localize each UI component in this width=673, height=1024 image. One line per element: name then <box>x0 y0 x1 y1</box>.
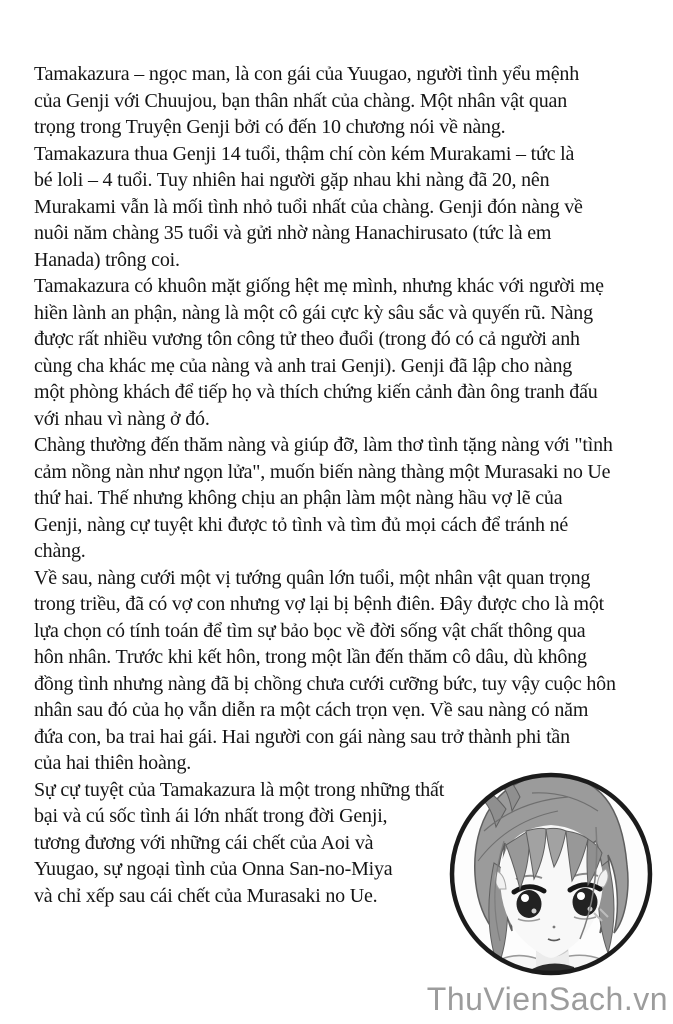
text-line: trọng trong Truyện Genji bởi có đến 10 chương nói về nàng. <box>34 116 506 138</box>
text-line: cảm nồng nàn như ngọn lửa", muốn biến nàng thàng một Murasaki no Ue <box>34 460 611 483</box>
text-line: đứa con, ba trai hai gái. Hai người con gái nàng sau trở thành phi tần <box>34 725 570 748</box>
text-line: Tamakazura thua Genji 14 tuổi, thậm chí còn kém Murakami – tức là <box>34 142 575 165</box>
text-line: của hai thiên hoàng. <box>34 752 192 774</box>
text-line: đồng tình nhưng nàng đã bị chồng chưa cưới cưỡng bức, tuy vậy cuộc hôn <box>34 672 616 695</box>
text-line: Tamakazura – ngọc man, là con gái của Yuugao, người tình yểu mệnh <box>34 63 579 85</box>
text-line: và chỉ xếp sau cái chết của Murasaki no Ue. <box>34 884 378 907</box>
text-line: Yuugao, sự ngoại tình của Onna San-no-Miya <box>34 858 393 880</box>
text-line: nhân sau đó của họ vẫn diễn ra một cách trọn vẹn. Về sau nàng có năm <box>34 699 589 721</box>
text-line: Genji, nàng cự tuyệt khi được tỏ tình và tìm đủ mọi cách để tránh né <box>34 513 569 536</box>
text-line: Tamakazura có khuôn mặt giống hệt mẹ mình, nhưng khác với người mẹ <box>34 275 604 297</box>
text-line: nuôi năm chàng 35 tuổi và gửi nhờ nàng Hanachirusato (tức là em <box>34 222 552 244</box>
text-line: Về sau, nàng cưới một vị tướng quân lớn tuổi, một nhân vật quan trọng <box>34 566 591 589</box>
text-line: cùng cha khác mẹ của nàng và anh trai Genji). Genji đã lập cho nàng <box>34 354 573 377</box>
text-line: tương đương với những cái chết của Aoi và <box>34 831 374 854</box>
text-line: được rất nhiều vương tôn công tử theo đuổi (trong đó có cả người anh <box>34 328 580 350</box>
text-line: bại và cú sốc tình ái lớn nhất trong đời Genji, <box>34 805 388 827</box>
text-line: trong triều, đã có vợ con nhưng vợ lại bị bệnh điên. Đây được cho là một <box>34 593 604 615</box>
watermark-thuviensach: ThuVienSach.vn <box>426 981 668 1017</box>
manga-girl-illustration <box>448 771 654 977</box>
text-line: của Genji với Chuujou, bạn thân nhất của chàng. Một nhân vật quan <box>34 89 567 112</box>
text-line: hôn nhân. Trước khi kết hôn, trong một lần đến thăm cô dâu, dù không <box>34 646 587 668</box>
text-line: thứ hai. Thế nhưng không chịu an phận làm một nàng hầu vợ lẽ của <box>34 487 563 509</box>
text-line: chàng. <box>34 540 86 562</box>
text-line: hiền lành an phận, nàng là một cô gái cực kỳ sâu sắc và quyến rũ. Nàng <box>34 301 593 324</box>
text-line: Chàng thường đến thăm nàng và giúp đỡ, làm thơ tình tặng nàng với "tình <box>34 434 613 456</box>
text-line: một phòng khách để tiếp họ và thích chứng kiến cảnh đàn ông tranh đấu <box>34 381 598 403</box>
text-line: bé loli – 4 tuổi. Tuy nhiên hai người gặp nhau khi nàng đã 20, nên <box>34 169 550 191</box>
text-line: lựa chọn có tính toán để tìm sự bảo bọc về đời sống vật chất thông qua <box>34 619 586 642</box>
text-line: Hanada) trông coi. <box>34 248 180 271</box>
text-line: Murakami vẫn là mối tình nhỏ tuổi nhất của chàng. Genji đón nàng về <box>34 195 583 218</box>
text-line: với nhau vì nàng ở đó. <box>34 407 210 430</box>
text-line: Sự cự tuyệt của Tamakazura là một trong những thất <box>34 778 445 801</box>
character-portrait <box>448 771 654 977</box>
